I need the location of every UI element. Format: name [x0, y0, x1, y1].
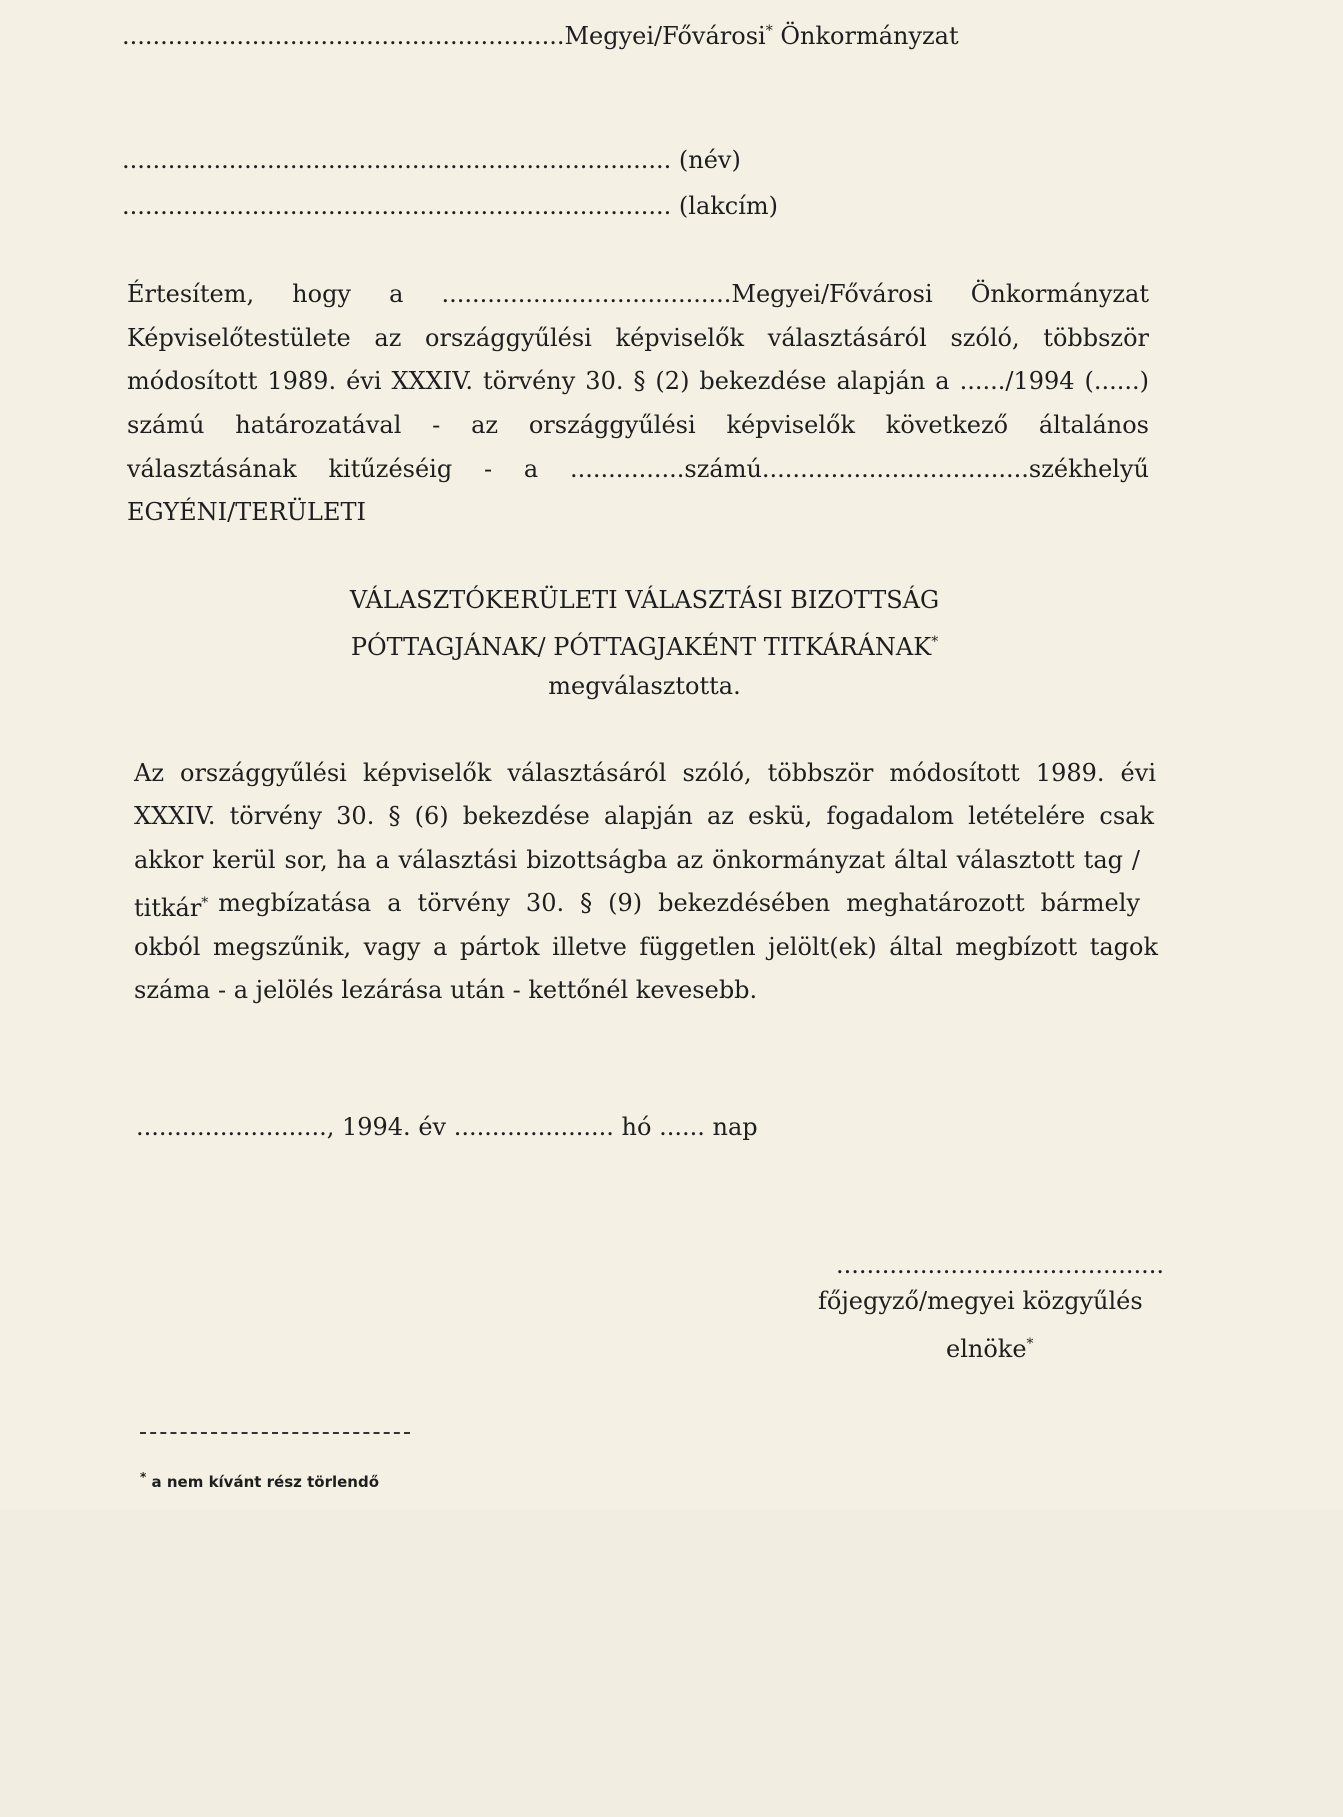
titkar-word: titkár: [134, 894, 202, 922]
page-shading: [0, 1510, 1343, 1817]
footnote-marker: *: [931, 634, 939, 650]
para2-line-1: Az országgyűlési képviselők választásáról szóló, többször módosított 1989. évi: [134, 759, 1156, 787]
recipient-name: ........................................................................ (név): [122, 146, 741, 174]
para2-line-4-start: [134, 888, 208, 923]
signature-title-2-text: elnöke: [946, 1335, 1027, 1363]
authority-suffix: Önkormányzat: [772, 22, 959, 50]
committee-line-3: megválasztotta.: [548, 672, 741, 700]
footnote-marker: *: [765, 23, 773, 39]
para2-line-4: [134, 888, 1140, 923]
footnote-separator: [140, 1432, 410, 1434]
para2-line-4-rest: megbízatása a törvény 30. § (9) bekezdésében meghatározott bármely: [218, 889, 1140, 917]
body-line-2: Képviselőtestülete az országgyűlési képviselők választásáról szóló, többször: [127, 324, 1149, 352]
footnote-marker: *: [1026, 1336, 1034, 1352]
para2-line-3: akkor kerül sor, ha a választási bizottságba az önkormányzat által választott tag /: [134, 846, 1140, 874]
signature-title-2: [946, 1329, 1034, 1364]
footnote-marker: *: [201, 895, 209, 911]
committee-line-2: [0, 627, 1316, 662]
body-line-1: Értesítem, hogy a ......................................Megyei/Fővárosi Önkormányzat: [127, 280, 1149, 308]
date-line: ........................., 1994. év ..................... hó ...... nap: [136, 1113, 758, 1141]
committee-line-1: VÁLASZTÓKERÜLETI VÁLASZTÁSI BIZOTTSÁG: [349, 586, 940, 614]
authority-header: [122, 16, 959, 51]
footnote: [140, 1467, 379, 1492]
signature-title-1: főjegyző/megyei közgyűlés: [818, 1287, 1143, 1315]
body-line-5: választásának kitűzéséig - a ...............számú...................................székhelyű: [127, 455, 1149, 483]
body-line-4: számú határozatával - az országgyűlési képviselők következő általános: [127, 411, 1149, 439]
body-line-6: EGYÉNI/TERÜLETI: [127, 498, 366, 526]
signature-dots: ...........................................: [836, 1251, 1165, 1279]
para2-line-2: XXXIV. törvény 30. § (6) bekezdése alapján az eskü, fogadalom letételére csak: [134, 802, 1154, 830]
authority-line: ..........................................................Megyei/Fővárosi: [122, 22, 766, 50]
body-line-3: módosított 1989. évi XXXIV. törvény 30. § (2) bekezdése alapján a ....../1994 (......): [127, 367, 1149, 395]
footnote-text: a nem kívánt rész törlendő: [151, 1473, 380, 1491]
para2-line-6: száma - a jelölés lezárása után - kettőnél kevesebb.: [134, 976, 758, 1004]
footnote-marker: *: [140, 1470, 147, 1484]
recipient-address: ........................................................................ (lakcím): [122, 192, 779, 220]
committee-role: PÓTTAGJÁNAK/ PÓTTAGJAKÉNT TITKÁRÁNAK: [350, 633, 932, 661]
para2-line-5: okból megszűnik, vagy a pártok illetve független jelölt(ek) által megbízott tagok: [134, 933, 1158, 961]
